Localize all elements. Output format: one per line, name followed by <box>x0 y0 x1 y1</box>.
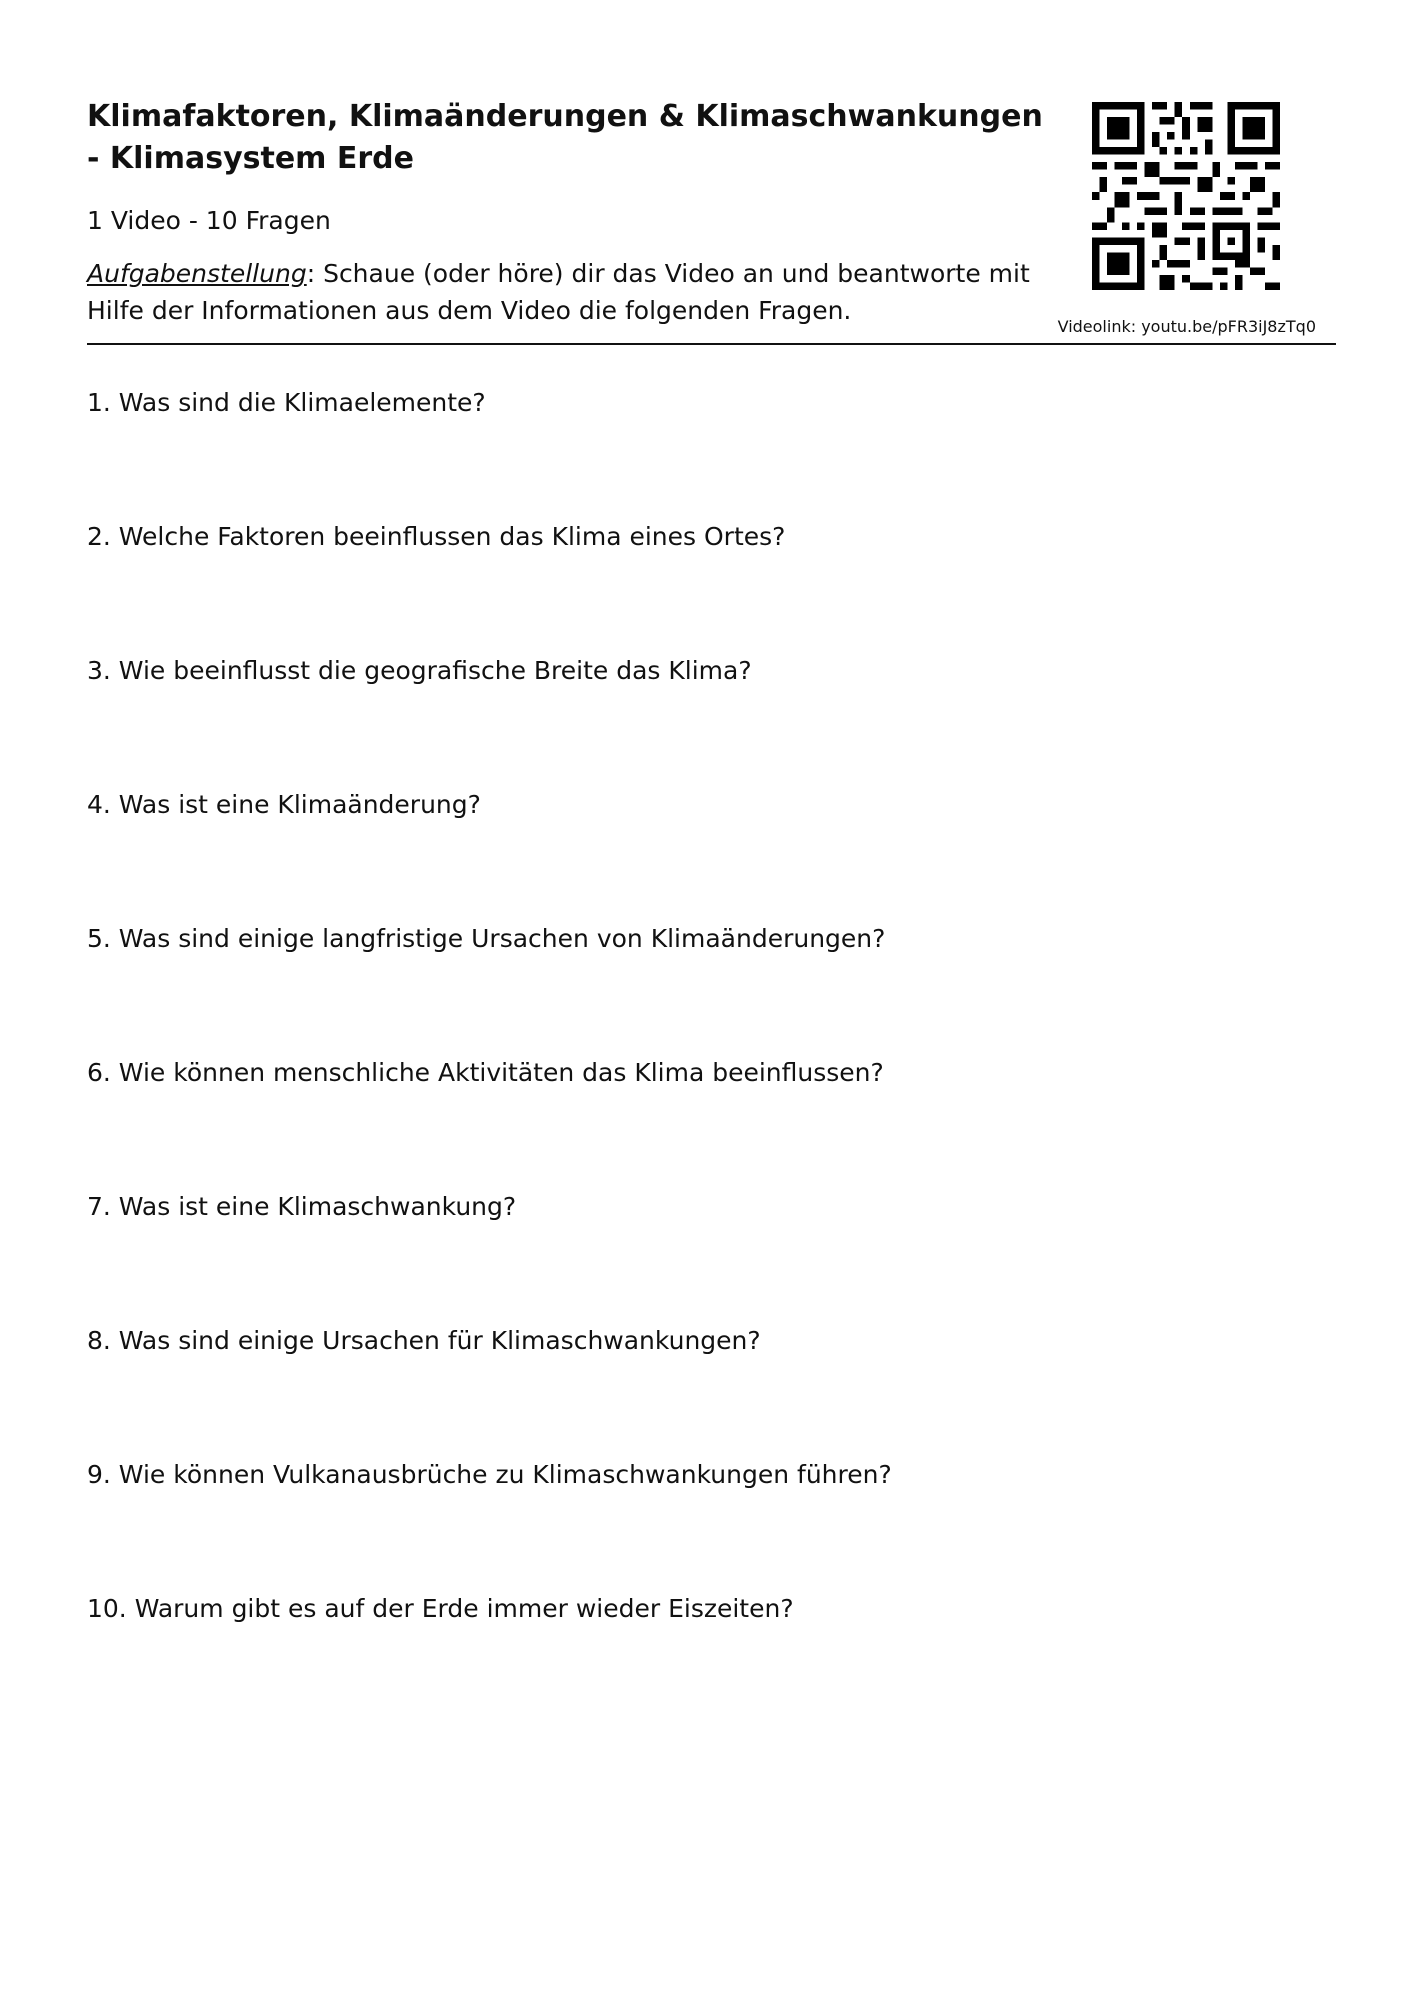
qr-code-icon[interactable] <box>1092 102 1280 290</box>
question-4: 4. Was ist eine Klimaänderung? <box>87 790 481 819</box>
task-label: Aufgabenstellung <box>87 259 307 288</box>
question-1: 1. Was sind die Klimaelemente? <box>87 388 486 417</box>
question-2: 2. Welche Faktoren beeinflussen das Klima eines Ortes? <box>87 522 786 551</box>
question-6: 6. Wie können menschliche Aktivitäten das Klima beeinflussen? <box>87 1058 884 1087</box>
header-divider <box>87 343 1336 345</box>
worksheet-title: Klimafaktoren, Klimaänderungen & Klimaschwankungen - Klimasystem Erde <box>87 99 1043 176</box>
question-list <box>87 386 892 1726</box>
question-5: 5. Was sind einige langfristige Ursachen von Klimaänderungen? <box>87 924 886 953</box>
question-8: 8. Was sind einige Ursachen für Klimaschwankungen? <box>87 1326 761 1355</box>
worksheet-subtitle: 1 Video - 10 Fragen <box>87 206 331 235</box>
question-7: 7. Was ist eine Klimaschwankung? <box>87 1192 517 1221</box>
question-9: 9. Wie können Vulkanausbrüche zu Klimaschwankungen führen? <box>87 1460 892 1489</box>
video-link[interactable]: Videolink: youtu.be/pFR3iJ8zTq0 <box>1057 317 1316 336</box>
task-text: : Schaue (oder höre) dir das Video an und beantworte mit Hilfe der Informationen aus dem Video die folgenden Fragen. <box>87 259 1030 325</box>
question-3: 3. Wie beeinflusst die geografische Breite das Klima? <box>87 656 752 685</box>
question-10: 10. Warum gibt es auf der Erde immer wieder Eiszeiten? <box>87 1594 794 1623</box>
task-instruction <box>87 255 1047 329</box>
